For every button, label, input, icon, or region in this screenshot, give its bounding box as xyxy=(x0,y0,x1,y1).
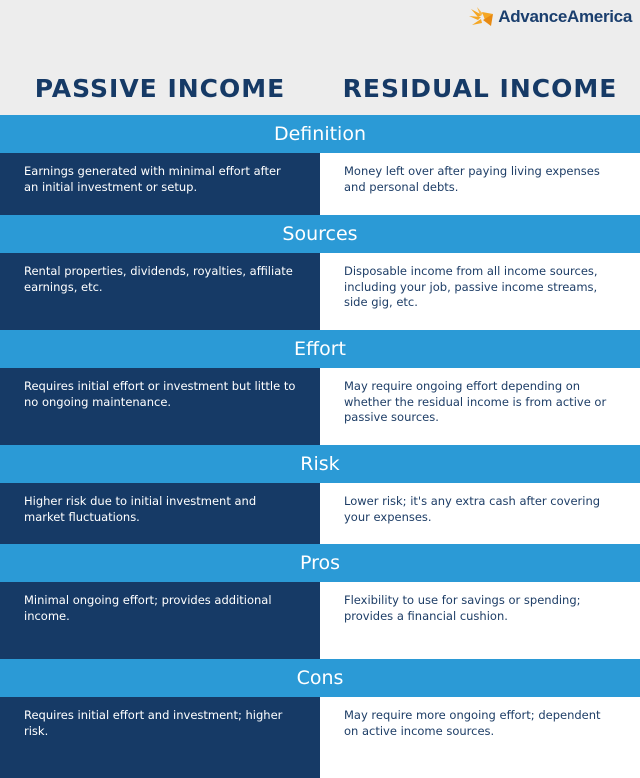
passive-income-heading: PASSIVE INCOME xyxy=(34,74,286,103)
brand-logo xyxy=(469,4,632,30)
passive-pros-cell: Minimal ongoing effort; provides additional income. xyxy=(0,582,320,659)
passive-effort-cell: Requires initial effort or investment but little to no ongoing maintenance. xyxy=(0,368,320,445)
section-title-sources: Sources xyxy=(0,215,640,253)
residual-income-heading: RESIDUAL INCOME xyxy=(342,74,618,103)
passive-definition-cell: Earnings generated with minimal effort after an initial investment or setup. xyxy=(0,153,320,215)
section-title-effort: Effort xyxy=(0,330,640,368)
section-title-risk: Risk xyxy=(0,445,640,483)
column-headers xyxy=(0,74,640,110)
sunburst-logo-icon xyxy=(469,6,495,28)
residual-definition-cell: Money left over after paying living expenses and personal debts. xyxy=(320,153,640,215)
section-title-cons: Cons xyxy=(0,659,640,697)
passive-cons-cell: Requires initial effort and investment; higher risk. xyxy=(0,697,320,778)
brand-name: AdvanceAmerica xyxy=(498,7,632,26)
residual-effort-cell: May require ongoing effort depending on whether the residual income is from active or passive sources. xyxy=(320,368,640,445)
passive-risk-cell: Higher risk due to initial investment and market fluctuations. xyxy=(0,483,320,544)
residual-pros-cell: Flexibility to use for savings or spending; provides a financial cushion. xyxy=(320,582,640,659)
residual-sources-cell: Disposable income from all income sources, including your job, passive income streams, side gig, etc. xyxy=(320,253,640,330)
residual-cons-cell: May require more ongoing effort; dependent on active income sources. xyxy=(320,697,640,778)
passive-sources-cell: Rental properties, dividends, royalties, affiliate earnings, etc. xyxy=(0,253,320,330)
section-title-definition: Definition xyxy=(0,115,640,153)
section-title-pros: Pros xyxy=(0,544,640,582)
residual-risk-cell: Lower risk; it's any extra cash after covering your expenses. xyxy=(320,483,640,544)
